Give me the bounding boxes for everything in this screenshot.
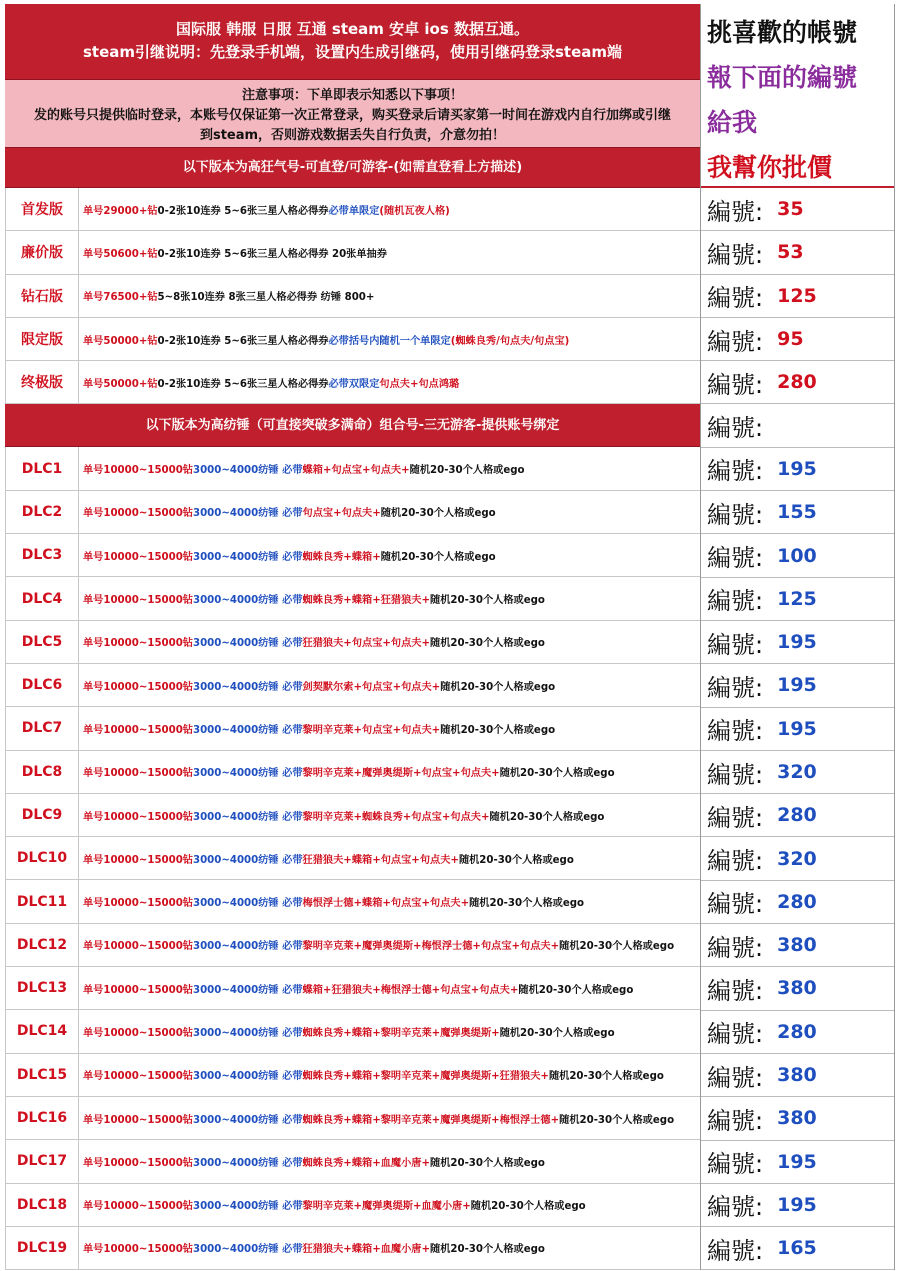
random-bonus: 随机20-30个人格或ego <box>380 551 496 563</box>
table-row <box>5 880 700 923</box>
character-combo: 蜘蛛良秀+蝶箱+黎明辛克莱+魔弹奥缇斯+ <box>302 1027 500 1039</box>
character-combo: 蜘蛛良秀+蝶箱+黎明辛克莱+魔弹奥缇斯+梅恨浮士德+ <box>302 1114 560 1126</box>
table-row <box>5 1054 700 1097</box>
row-label: DLC17 <box>6 1140 79 1182</box>
spindle-info: 3000~4000纺锤 必带 <box>192 595 303 607</box>
row-description <box>79 491 700 533</box>
diamond-amount: 单号10000~15000钻 <box>83 1071 193 1083</box>
table-row <box>5 188 700 231</box>
number-value: 100 <box>777 544 817 567</box>
number-column <box>700 4 895 1270</box>
table-row <box>5 1010 700 1053</box>
row-description <box>79 967 700 1009</box>
number-cell <box>701 1011 894 1054</box>
diamond-amount: 单号50600+钻 <box>83 248 158 260</box>
steam-transfer-line: steam引继说明：先登录手机端，设置内生成引继码，使用引继码登录steam端 <box>82 43 623 61</box>
number-list <box>701 188 894 1270</box>
random-bonus: 随机20-30个人格或ego <box>470 1201 586 1213</box>
spindle-info: 3000~4000纺锤 必带 <box>192 1027 303 1039</box>
row-label: DLC15 <box>6 1054 79 1096</box>
row-label: 限定版 <box>6 318 79 360</box>
character-combo: 蜘蛛良秀+蝶箱+狂猎狼夫+ <box>302 595 431 607</box>
character-combo: 黎明辛克莱+魔弹奥缇斯+血魔小唐+ <box>302 1201 471 1213</box>
number-label: 編號: <box>707 370 764 399</box>
spindle-info: 3000~4000纺锤 必带 <box>192 465 303 477</box>
row-label: DLC5 <box>6 621 79 663</box>
spindle-info: 3000~4000纺锤 必带 <box>192 1157 303 1169</box>
random-bonus: 随机20-30个人格或ego <box>458 854 574 866</box>
number-value: 195 <box>777 457 817 480</box>
table-row <box>5 318 700 361</box>
number-value: 155 <box>777 501 817 524</box>
spindle-info: 3000~4000纺锤 必带 <box>192 811 303 823</box>
table-row <box>5 621 700 664</box>
row-description <box>79 1010 700 1052</box>
table-row <box>5 231 700 274</box>
product-table <box>5 4 700 1270</box>
number-label: 編號: <box>707 457 764 486</box>
number-label: 編號: <box>707 890 764 919</box>
character-combo: 蜘蛛良秀+蝶箱+黎明辛克莱+魔弹奥缇斯+狂猎狼夫+ <box>302 1071 549 1083</box>
random-bonus: 随机20-30个人格或ego <box>489 811 605 823</box>
row-label: DLC8 <box>6 751 79 793</box>
random-bonus: 随机20-30个人格或ego <box>430 1157 545 1169</box>
random-bonus: 随机20-30个人格或ego <box>430 638 545 650</box>
random-bonus: 随机20-30个人格或ego <box>430 595 545 607</box>
spindle-info: 3000~4000纺锤 必带 <box>192 768 303 780</box>
table-row <box>5 534 700 577</box>
row-label: 首发版 <box>6 188 79 230</box>
row-description <box>79 447 700 489</box>
number-label: 編號: <box>707 1063 764 1092</box>
diamond-amount: 单号10000~15000钻 <box>83 724 193 736</box>
number-value: 280 <box>777 371 817 394</box>
row-label: 终极版 <box>6 361 79 403</box>
row-description <box>79 318 700 360</box>
character-combo: 蜘蛛良秀+蝶箱+血魔小唐+ <box>302 1157 431 1169</box>
number-value: 380 <box>777 934 817 957</box>
number-cell <box>701 621 894 664</box>
diamond-amount: 单号10000~15000钻 <box>83 768 193 780</box>
ticket-info: 5~8张10连券 8张三星人格必得券 纺锤 800+ <box>157 292 375 304</box>
row-label: DLC16 <box>6 1097 79 1139</box>
row-label: DLC4 <box>6 577 79 619</box>
notice-line2: 发的账号只提供临时登录，本账号仅保证第一次正常登录，购买登录后请买家第一时间在游戏内自行加绑或引继 <box>33 108 671 123</box>
diamond-amount: 单号29000+钻 <box>83 205 158 217</box>
number-label: 編號: <box>707 500 764 529</box>
limited-detail: (蜘蛛良秀/句点夫/句点宝) <box>450 335 570 347</box>
number-label: 編號: <box>707 197 764 226</box>
side-note-line1: 挑喜歡的帳號 <box>707 18 858 47</box>
diamond-amount: 单号50000+钻 <box>83 335 158 347</box>
row-description <box>79 837 700 879</box>
table-row <box>5 967 700 1010</box>
side-note-line2: 報下面的編號 <box>707 63 858 92</box>
character-combo: 蜘蛛良秀+蝶箱+ <box>302 551 381 563</box>
spindle-info: 3000~4000纺锤 必带 <box>192 1201 303 1213</box>
spindle-info: 3000~4000纺锤 必带 <box>192 1114 303 1126</box>
number-value: 320 <box>777 761 817 783</box>
notice-banner <box>5 80 700 148</box>
random-bonus: 随机20-30个人格或ego <box>469 898 585 910</box>
number-cell <box>701 708 894 751</box>
limited-info: 必带双限定 <box>328 378 380 390</box>
character-combo: 句点宝+句点夫+ <box>302 508 381 520</box>
spindle-info: 3000~4000纺锤 必带 <box>192 724 303 736</box>
diamond-amount: 单号10000~15000钻 <box>83 595 193 607</box>
random-bonus: 随机20-30个人格或ego <box>559 941 675 953</box>
row-description <box>79 231 700 273</box>
number-cell <box>701 448 894 491</box>
random-bonus: 随机20-30个人格或ego <box>559 1114 675 1126</box>
number-label: 編號: <box>707 717 764 746</box>
number-cell <box>701 231 894 274</box>
row-description <box>79 707 700 749</box>
spindle-info: 3000~4000纺锤 必带 <box>192 638 303 650</box>
number-label: 編號: <box>707 673 764 702</box>
number-cell <box>701 881 894 924</box>
random-bonus: 随机20-30个人格或ego <box>499 768 615 780</box>
table-row <box>5 1227 700 1270</box>
number-cell <box>701 578 894 621</box>
table-row <box>5 491 700 534</box>
row-description <box>79 880 700 922</box>
diamond-amount: 单号10000~15000钻 <box>83 941 193 953</box>
number-value: 165 <box>777 1237 817 1260</box>
random-bonus: 随机20-30个人格或ego <box>440 681 556 693</box>
section1-title: 以下版本为高狂气号-可直登/可游客-(如需直登看上方描述) <box>5 148 700 188</box>
number-label: 編號: <box>707 544 764 573</box>
number-value: 195 <box>777 1193 817 1216</box>
spindle-info: 3000~4000纺锤 必带 <box>192 941 303 953</box>
ticket-info: 0-2张10连券 5~6张三星人格必得券 <box>157 335 329 347</box>
number-cell <box>701 837 894 880</box>
diamond-amount: 单号10000~15000钻 <box>83 898 193 910</box>
row-label: DLC14 <box>6 1010 79 1052</box>
number-value: 280 <box>777 804 817 827</box>
number-label: 編號: <box>707 414 764 443</box>
number-label: 編號: <box>707 976 764 1005</box>
random-bonus: 随机20-30个人格或ego <box>440 724 556 736</box>
row-description <box>79 924 700 966</box>
row-label: DLC1 <box>6 447 79 489</box>
row-description <box>79 1184 700 1226</box>
number-value: 380 <box>777 977 817 1000</box>
number-value: 95 <box>777 328 804 351</box>
ticket-info: 0-2张10连券 5~6张三星人格必得券 <box>157 378 329 390</box>
row-description <box>79 188 700 230</box>
character-combo: 蝶箱+狂猎狼夫+梅恨浮士德+句点宝+句点夫+ <box>302 984 519 996</box>
table-row <box>5 924 700 967</box>
side-note-line4: 我幫你批價 <box>707 153 833 182</box>
table-row <box>5 751 700 794</box>
number-cell <box>701 1227 894 1270</box>
row-label: DLC9 <box>6 794 79 836</box>
number-cell <box>701 1097 894 1140</box>
random-bonus: 随机20-30个人格或ego <box>430 1244 545 1256</box>
ticket-info: 0-2张10连券 5~6张三星人格必得券 20张单抽券 <box>157 248 387 260</box>
spindle-info: 3000~4000纺锤 必带 <box>192 1071 303 1083</box>
number-label: 編號: <box>707 847 764 876</box>
random-bonus: 随机20-30个人格或ego <box>548 1071 664 1083</box>
number-cell <box>701 1184 894 1227</box>
table-row <box>5 1097 700 1140</box>
number-label: 編號: <box>707 630 764 659</box>
side-note-line3: 給我 <box>707 108 758 137</box>
server-info-banner <box>5 4 700 80</box>
number-value: 195 <box>777 717 817 740</box>
notice-line3: 到steam，否则游戏数据丢失自行负责，介意勿拍！ <box>199 128 506 143</box>
row-description <box>79 664 700 706</box>
number-label: 編號: <box>707 760 764 789</box>
diamond-amount: 单号50000+钻 <box>83 378 158 390</box>
number-cell <box>701 1054 894 1097</box>
server-info-line1: 国际服 韩服 日服 互通 steam 安卓 ios 数据互通。 <box>176 20 529 38</box>
diamond-amount: 单号10000~15000钻 <box>83 508 193 520</box>
row-description <box>79 621 700 663</box>
diamond-amount: 单号10000~15000钻 <box>83 1114 193 1126</box>
number-cell <box>701 318 894 361</box>
table-row <box>5 1184 700 1227</box>
row-label: DLC7 <box>6 707 79 749</box>
number-cell <box>701 751 894 794</box>
row-label: DLC11 <box>6 880 79 922</box>
number-cell <box>701 794 894 837</box>
row-label: 廉价版 <box>6 231 79 273</box>
number-value: 195 <box>777 674 817 697</box>
notice-title: 注意事项：下单即表示知悉以下事项！ <box>241 88 463 103</box>
diamond-amount: 单号10000~15000钻 <box>83 1157 193 1169</box>
spindle-info: 3000~4000纺锤 必带 <box>192 984 303 996</box>
number-cell <box>701 361 894 404</box>
character-combo: 黎明辛克莱+魔弹奥缇斯+梅恨浮士德+句点宝+句点夫+ <box>302 941 560 953</box>
number-label: 編號: <box>707 933 764 962</box>
number-cell <box>701 491 894 534</box>
row-label: DLC12 <box>6 924 79 966</box>
ticket-info: 0-2张10连券 5~6张三星人格必得券 <box>157 205 329 217</box>
limited-detail: (随机瓦夜人格) <box>379 205 450 217</box>
diamond-amount: 单号76500+钻 <box>83 292 158 304</box>
spindle-info: 3000~4000纺锤 必带 <box>192 854 303 866</box>
character-combo: 狂猎狼夫+蝶箱+血魔小唐+ <box>302 1244 431 1256</box>
row-label: DLC19 <box>6 1227 79 1269</box>
table-row <box>5 1140 700 1183</box>
number-value: 195 <box>777 631 817 654</box>
row-label: DLC10 <box>6 837 79 879</box>
dlc-rows <box>5 447 700 1270</box>
diamond-amount: 单号10000~15000钻 <box>83 1201 193 1213</box>
number-label: 編號: <box>707 327 764 356</box>
number-value: 320 <box>777 847 817 870</box>
number-value: 53 <box>777 241 804 264</box>
diamond-amount: 单号10000~15000钻 <box>83 638 193 650</box>
number-label: 編號: <box>707 587 764 616</box>
row-description <box>79 1097 700 1139</box>
table-row <box>5 447 700 490</box>
character-combo: 蝶箱+句点宝+句点夫+ <box>302 465 410 477</box>
number-cell <box>701 664 894 707</box>
number-value: 280 <box>777 890 817 913</box>
row-description <box>79 794 700 836</box>
number-value: 380 <box>777 1107 817 1130</box>
diamond-amount: 单号10000~15000钻 <box>83 1244 193 1256</box>
random-bonus: 随机20-30个人格或ego <box>380 508 496 520</box>
row-description <box>79 577 700 619</box>
table-row <box>5 664 700 707</box>
diamond-amount: 单号10000~15000钻 <box>83 854 193 866</box>
table-row <box>5 275 700 318</box>
diamond-amount: 单号10000~15000钻 <box>83 984 193 996</box>
number-label: 編號: <box>707 240 764 269</box>
spindle-info: 3000~4000纺锤 必带 <box>192 681 303 693</box>
row-description <box>79 751 700 793</box>
row-label: DLC18 <box>6 1184 79 1226</box>
number-value: 125 <box>777 284 817 307</box>
spindle-info: 3000~4000纺锤 必带 <box>192 551 303 563</box>
number-label: 編號: <box>707 1193 764 1222</box>
row-label: DLC3 <box>6 534 79 576</box>
number-value: 195 <box>777 1150 817 1173</box>
number-label: 編號: <box>707 1236 764 1265</box>
random-bonus: 随机20-30个人格或ego <box>409 465 525 477</box>
number-label: 編號: <box>707 1150 764 1179</box>
number-cell <box>701 188 894 231</box>
number-value: 125 <box>777 587 817 610</box>
spindle-info: 3000~4000纺锤 必带 <box>192 1244 303 1256</box>
spindle-info: 3000~4000纺锤 必带 <box>192 508 303 520</box>
row-description <box>79 1054 700 1096</box>
random-bonus: 随机20-30个人格或ego <box>499 1027 615 1039</box>
diamond-amount: 单号10000~15000钻 <box>83 681 193 693</box>
number-cell <box>701 924 894 967</box>
limited-info: 必带括号内随机一个单限定 <box>328 335 451 347</box>
number-cell <box>701 404 894 447</box>
row-label: DLC6 <box>6 664 79 706</box>
row-description <box>79 534 700 576</box>
table-row <box>5 577 700 620</box>
number-value: 280 <box>777 1020 817 1043</box>
number-label: 編號: <box>707 284 764 313</box>
limited-detail: 句点夫+句点鸿璐 <box>379 378 460 390</box>
limited-info: 必带单限定 <box>328 205 380 217</box>
row-label: 钻石版 <box>6 275 79 317</box>
character-combo: 黎明辛克莱+蜘蛛良秀+句点宝+句点夫+ <box>302 811 490 823</box>
number-cell <box>701 967 894 1010</box>
row-description <box>79 1140 700 1182</box>
number-label: 編號: <box>707 1020 764 1049</box>
diamond-amount: 单号10000~15000钻 <box>83 811 193 823</box>
row-description <box>79 361 700 403</box>
row-label: DLC2 <box>6 491 79 533</box>
character-combo: 黎明辛克莱+句点宝+句点夫+ <box>302 724 441 736</box>
side-note <box>701 4 894 188</box>
table-row <box>5 361 700 404</box>
number-value: 380 <box>777 1064 817 1087</box>
character-combo: 狂猎狼夫+句点宝+句点夫+ <box>302 638 431 650</box>
diamond-amount: 单号10000~15000钻 <box>83 1027 193 1039</box>
diamond-amount: 单号10000~15000钻 <box>83 551 193 563</box>
number-cell <box>701 275 894 318</box>
character-combo: 梅恨浮士德+蝶箱+句点宝+句点夫+ <box>302 898 470 910</box>
table-row <box>5 794 700 837</box>
number-cell <box>701 534 894 577</box>
character-combo: 黎明辛克莱+魔弹奥缇斯+句点宝+句点夫+ <box>302 768 500 780</box>
character-combo: 剑契默尔索+句点宝+句点夫+ <box>302 681 441 693</box>
section1-rows <box>5 188 700 404</box>
table-row <box>5 707 700 750</box>
number-label: 編號: <box>707 803 764 832</box>
table-row <box>5 837 700 880</box>
row-label: DLC13 <box>6 967 79 1009</box>
number-label: 編號: <box>707 1106 764 1135</box>
spindle-info: 3000~4000纺锤 必带 <box>192 898 303 910</box>
row-description <box>79 1227 700 1269</box>
diamond-amount: 单号10000~15000钻 <box>83 465 193 477</box>
number-cell <box>701 1141 894 1184</box>
random-bonus: 随机20-30个人格或ego <box>518 984 634 996</box>
number-value: 35 <box>777 198 804 221</box>
row-description <box>79 275 700 317</box>
section2-title: 以下版本为高纺锤（可直接突破多满命）组合号-三无游客-提供账号绑定 <box>5 404 700 447</box>
character-combo: 狂猎狼夫+蝶箱+句点宝+句点夫+ <box>302 854 459 866</box>
